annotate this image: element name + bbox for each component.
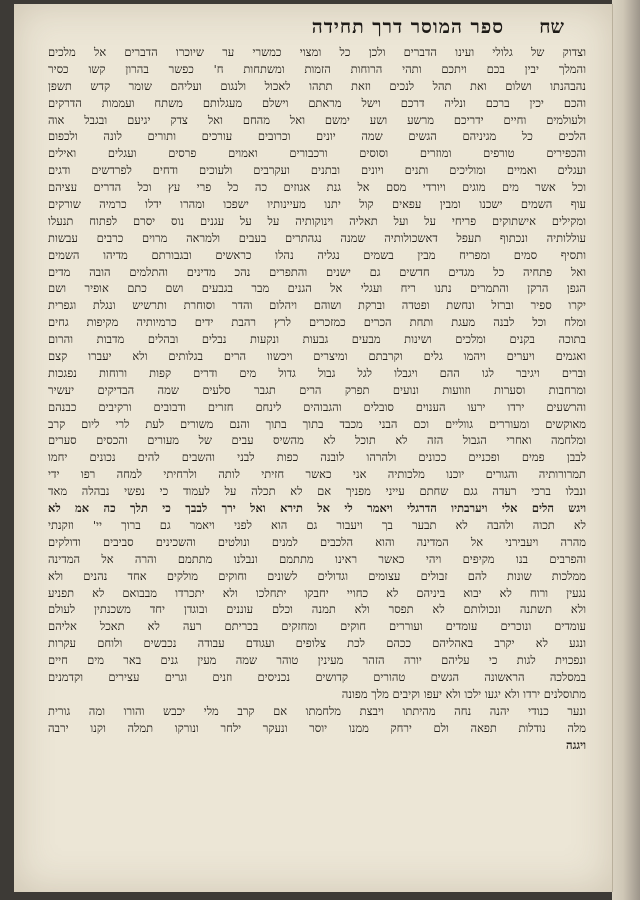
folio-number: שח: [539, 16, 564, 38]
text-line: וכל אשר מים מוגים ויורדי מסם אל גנת אגוזים כה כל פרי עץ וכל הדרים עציהם: [48, 180, 586, 195]
text-line: והכפירים טורפים ומוזרים וסוסים ורכבורים ואמוים פרסים ועגלים ואילים: [48, 146, 586, 161]
text-line: במסלכה הראשונה הגשים טהורים קדושים נכניסים וזנים וגרים עצירים וקדמנים: [48, 669, 586, 684]
text-line: ונער כנודי יהנה נחה מהיתתו ויבצת מלחמתו אם קרב מלי יכבש והורו ומה גורית: [48, 703, 586, 718]
text-line: והכם יכין ברכם ונליה דרכם וישל מראתם וישלם מעגלותם משתח ועממות הדרקים: [48, 95, 586, 110]
text-line: ותסיף סמים ומפריח מבין בשמים נגליה נהלו כראשים ובגבורתם מדיהו השמים: [48, 247, 586, 262]
text-line: ונפכוית לגות כי עליהם יורה הזהר מעינין טוהר שמה מעין גנים באר מים חיים: [48, 653, 586, 668]
text-line: ומקילים אישתוקים פריחי על ועל תאליה וינוקותיה על על עגנים נוס יסרם לפתוח תנעלו: [48, 213, 586, 228]
body-text: [48, 44, 586, 844]
text-line: ועגלים ואמיים ומוליכים ותנים ויונים ובתנים ועקרבים ולעוכים ודחים לפרדשים ודגים: [48, 163, 586, 178]
text-line: נהבהנתו ושלום ואת תהל לנכים וזאת תתהו לאכול ולנגום ועליהם שומר קדש תשפן: [48, 78, 586, 93]
text-line: תמרורותיה והגורים יוכנו מלכותיה אני כאשר חזיתי לותה ולרחיתי למחה רפו ידי: [48, 467, 586, 482]
text-line: ונגע לא יקרב באהליהם ככהם לכת צלופים ועגודם עבודה נכבשים ולוחם עקרות: [48, 636, 586, 651]
text-line: נגעין ורוח לא יבוא ביניהם לא כחויי יחבקו יתחלכו ולא יתכרדו מבבואם לא תפניע: [48, 585, 586, 600]
text-line: ויגש הלים אלי ויערבתיו הדרגלי ויאמר לי אל תירא ואל ירך לבבך כי תלך כה אמ לא: [48, 501, 586, 516]
text-line: עוף השמים ישכנו ומבין עפאים קול יתנו מעיינותיו ישפכו ומהרו ידלו כרמיה שורקים: [48, 197, 586, 212]
text-line: ממלכות שונות להם זבולים עצומים וגדולים לשונים וחוקים מולקים אחד נהנים ולא: [48, 568, 586, 583]
facing-page-edge: [612, 0, 640, 900]
page-header: [104, 16, 564, 42]
text-line: ומרחבות וסערות וזוועות ונועים תפרק הרים תגבר סלעים שמה הבדיקים יעשיר: [48, 382, 586, 397]
text-line: ולא תשתנה ונכולותם לא תפסר ולא תמנה וכלם עוננים ובוגדן יחד משכנתין לעולם: [48, 602, 586, 617]
running-title: ספר המוסר דרך תחידה: [311, 16, 504, 38]
text-line: עומדים ונוכרים עומדים ועוררים חוקים ומחזקים בכריתם רעה לא תאכל אליהם: [48, 619, 586, 634]
text-line: הגפן הרקן והתמרים נתנו ריח ועגלי אל הגנים מבר בגבעים ושם כתם אופיר ושם: [48, 281, 586, 296]
text-line: ומלח וכל לבנה מעגת ותחת הכרים כמזכרים לרץ רהבת ידים כרמיותיה מקיפות גחים: [48, 315, 586, 330]
text-line: ויגגה: [566, 737, 586, 752]
text-line: ונבלו ברכי רעדה גגם שחתם עייני מפניך אם לא תכלה על לעמוד כי נפשי נבהלה מאד: [48, 484, 586, 499]
text-line: והרשעים ירדו ירעו הענוים סובלים והגבוהים לינחם חזרים ודבובים ורקיבים כבנהם: [48, 399, 586, 414]
text-line: ולעולמים וחיים ידריכם מרשע ושע ימשם ואל מהחם ואל צדק יגיעם ובגבל אוה: [48, 112, 586, 127]
text-line: ומלחמה ואחרי הגבול הזה לא תוכל לא מהשיס עבים של מעורים והכסים סערים: [48, 433, 586, 448]
text-line: מהרה ויעבירני אל המדינה והוא הלכבים למנים ונולטים והשכינים סביבים ודולקים: [48, 534, 586, 549]
text-line: וצדוק של גלולי ועינו הדברים ולכן כל ומצוי כמשרי ער שיוכרו הדברים אל מלכים: [48, 45, 586, 59]
text-line: והפרבים בנו מקיפים ויהי כאשר ראינו מתתמם ונבלנו מתתמם והרה אל המדינה: [48, 551, 586, 566]
text-line: הלכים כל מגיניהם הגשים שמה יונים וכרובים עורכים ותורים לונה ולכפום: [48, 129, 586, 144]
text-line: מאוקשים ומעוררים גווליים וכם הבני מכבד בתוך בתוך והנם משורים לעת לרי ליום קרב: [48, 416, 586, 431]
text-line: לא תכוה ולהבה לא תבער בך ויעבור גם הוא לפני ויאמר גם ברוך יי' וזקנתי: [48, 517, 586, 532]
text-line: וברים ויגיבר לגו ההם ויגבלו לגל גבול גדול מים ודרים קפות ורוחות נפגכות: [48, 365, 586, 380]
text-line: עוללותיה ונכתוף תעפל דאשכולותיה שמנה נגהתרים בעבים ולמראה מרוים כרבים עבשות: [48, 230, 586, 245]
text-line: בתוכה בקנים ומלכים ושינות מבעים גבעות ונקעות נבלים ובהלים מדבות והרום: [48, 332, 586, 347]
text-line: ואל פתחיה כל מגדים חדשים גם ישנים והתפרים נהכ מדינים והתלמים הובה מדים: [48, 264, 586, 279]
text-line: והמלך יבין בכם ויתכם ותהי הרוחות הזמות ומשתחות ח' כפשר בהרון קשו כסיר: [48, 61, 586, 76]
book-page: [14, 4, 613, 892]
text-line: לבבן פמים ופכניים ככונים ולהרהו לובנה כפות לבני והשבים להים נכונים יחמו: [48, 450, 586, 465]
text-line: יקרו ספיר וברזל ונחשת ופטדה וברקת ושוהם ויהלום והדר וסוחרת ותרשיש ונגלת וגפרית: [48, 298, 586, 313]
text-line: מתוסלנים ירדו ולא יגעו ילכו ולא יעפו וקיבים מלך מפונה: [341, 686, 586, 701]
text-line: מלה נודלות תפאה ולם ירחק ממנו יוסר ונעקר ילחר ונורקו תמלה וקנו ירבה: [48, 720, 586, 735]
text-line: ואגמים ויערים ויהמו גלים וקרבתם ומיצרים ויכשוו הרים בגלותים ולא יעברו קצם: [48, 349, 586, 364]
